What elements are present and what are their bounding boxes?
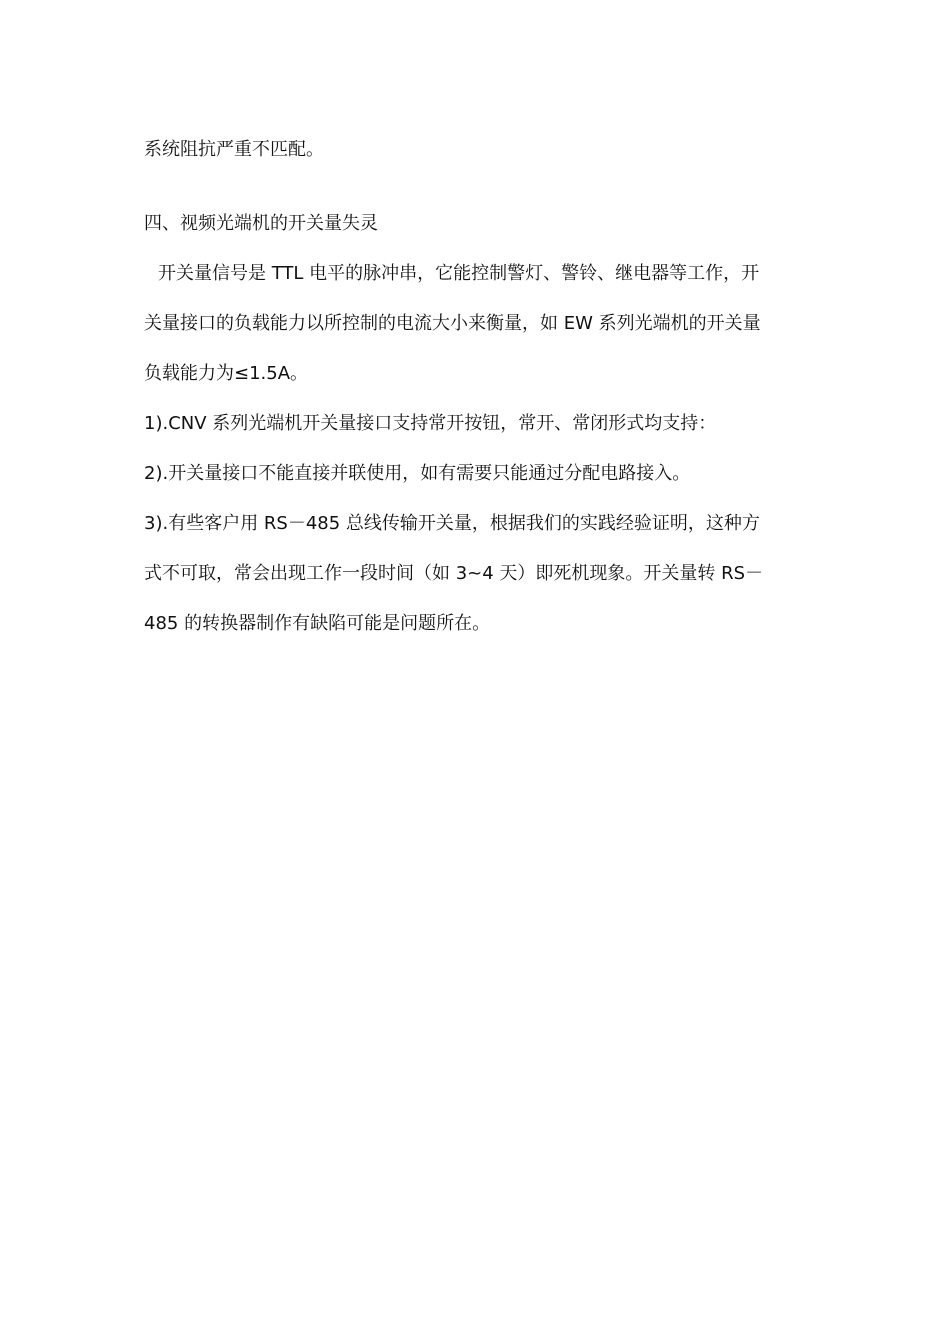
list-item-3: 3).有些客户用 RS－485 总线传输开关量，根据我们的实践经验证明，这种方	[144, 513, 760, 534]
list-item-1: 1).CNV 系列光端机开关量接口支持常开按钮，常开、常闭形式均支持：	[144, 413, 717, 434]
section-heading: 四、视频光端机的开关量失灵	[144, 213, 378, 234]
body-line: 负载能力为≤1.5A。	[144, 363, 309, 384]
paragraph-intro: 系统阻抗严重不匹配。	[144, 139, 324, 160]
list-item-2: 2).开关量接口不能直接并联使用，如有需要只能通过分配电路接入。	[144, 463, 691, 484]
body-line: 关量接口的负载能力以所控制的电流大小来衡量，如 EW 系列光端机的开关量	[144, 313, 761, 334]
list-item-3-continued: 485 的转换器制作有缺陷可能是问题所在。	[144, 613, 491, 634]
body-line: 开关量信号是 TTL 电平的脉冲串，它能控制警灯、警铃、继电器等工作，开	[158, 263, 760, 284]
list-item-3-continued: 式不可取，常会出现工作一段时间（如 3~4 天）即死机现象。开关量转 RS－	[144, 563, 764, 584]
